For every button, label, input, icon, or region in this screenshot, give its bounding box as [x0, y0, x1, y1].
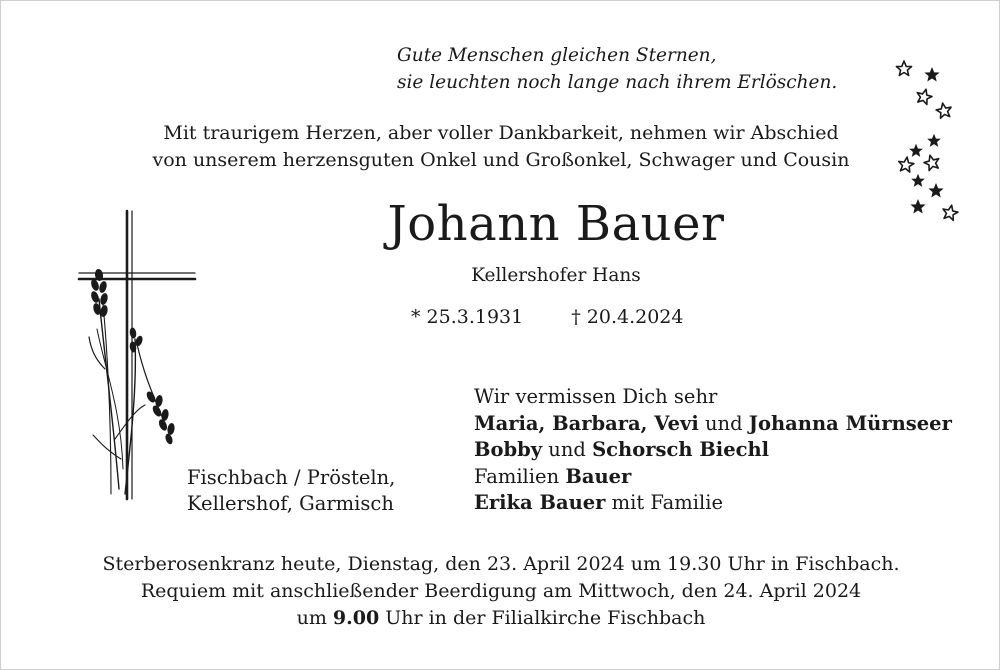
- mourners-conj-a: und: [698, 411, 749, 435]
- mourners-intro: Wir vermissen Dich sehr: [474, 385, 718, 408]
- birth-date: * 25.3.1931: [411, 306, 524, 328]
- rosary-info: Sterberosenkranz heute, Dienstag, den 23. April 2024 um 19.30 Uhr in Fischbach.: [102, 553, 900, 575]
- mourners-line-1: [474, 411, 952, 438]
- mourners-list: [474, 384, 952, 517]
- mourners-suffix: mit Familie: [605, 491, 724, 514]
- intro-text: [1, 120, 1000, 174]
- quote: [397, 42, 837, 96]
- intro-line-1: Mit traurigem Herzen, aber voller Dankbarkeit, nehmen wir Abschied: [163, 122, 839, 144]
- quote-line-1: Gute Menschen gleichen Sternen,: [397, 45, 717, 66]
- church-info-prefix: um: [296, 607, 333, 629]
- mourners-names-b: Johanna Mürnseer: [748, 411, 952, 435]
- intro-line-2: von unserem herzensguten Onkel und Großonkel, Schwager und Cousin: [152, 149, 850, 171]
- mourners-names-a: Maria, Barbara, Vevi: [474, 411, 699, 435]
- life-dates: [411, 304, 684, 330]
- quote-line-2: sie leuchten noch lange nach ihrem Erlöschen.: [397, 72, 838, 93]
- death-date: † 20.4.2024: [571, 306, 684, 328]
- mourners-names-d: Schorsch Biechl: [592, 438, 770, 461]
- mourners-prefix: Familien: [474, 464, 566, 488]
- mourners-conj-b: und: [542, 438, 593, 461]
- place-line-2: Kellershof, Garmisch: [187, 492, 394, 515]
- deceased-name: Johann Bauer: [387, 196, 725, 252]
- place-line-1: Fischbach / Prösteln,: [187, 466, 396, 489]
- church-info: [1, 605, 1000, 632]
- deceased-nickname: Kellershofer Hans: [471, 265, 641, 286]
- church-info-rest: Uhr in der Filialkirche Fischbach: [379, 607, 706, 629]
- cross-with-wheat-icon: [75, 209, 205, 509]
- service-time: 9.00: [332, 607, 380, 629]
- requiem-info: Requiem mit anschließender Beerdigung am Mittwoch, den 24. April 2024: [140, 580, 862, 602]
- mourners-line-2: [474, 437, 952, 464]
- place-of-residence: [187, 465, 395, 517]
- mourners-names-e: Erika Bauer: [474, 491, 606, 514]
- mourners-family-name: Bauer: [565, 464, 632, 488]
- mourners-line-3: [474, 464, 952, 491]
- mourners-names-c: Bobby: [474, 438, 543, 461]
- mourners-line-4: [474, 490, 952, 517]
- service-details: [1, 551, 1000, 632]
